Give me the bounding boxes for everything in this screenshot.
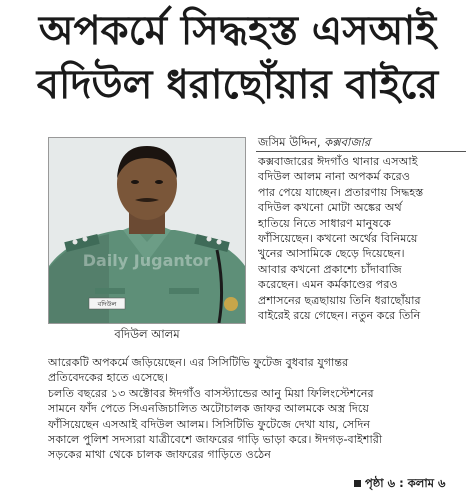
article-line: হাতিয়ে নিতে সাধারণ মানুষকে xyxy=(258,216,391,230)
byline-name: জসিম উদ্দিন, xyxy=(258,135,321,149)
article-line: চলতি বছরের ১৩ অক্টোবর ঈদগাঁও বাসস্ট্যান্ডের আনু মিয়া ফিলিংস্টেশনের xyxy=(48,386,374,400)
article-line: খুনের আসামিকে ছেড়ে দিয়েছেন। xyxy=(258,247,405,261)
article-line: সড়কের মাথা থেকে চালক জাফরের গাড়িতে ওঠেন xyxy=(48,448,271,462)
article-line: ফাঁসিয়েছেন। কখনো অর্থের বিনিময়ে xyxy=(258,232,418,246)
square-bullet-icon xyxy=(354,480,361,487)
article-line: সামনে ফাঁদ পেতে সিএনজিচালিত অটোচালক জাফর আলমকে অস্ত্র দিয়ে xyxy=(48,402,370,416)
photo-watermark: Daily Jugantor xyxy=(82,251,212,270)
article-column xyxy=(258,154,466,323)
byline-rule xyxy=(256,151,466,152)
article-line: কক্সবাজারের ঈদগাঁও থানার এসআই xyxy=(258,155,418,168)
article-line: বাইরেই রয়ে গেছেন। নতুন করে তিনি xyxy=(258,309,421,323)
article-line: প্রশাসনের ছত্রছায়ায় তিনি ধরাছোঁয়ার xyxy=(258,293,421,307)
article-line: আরেকটি অপকর্মে জড়িয়েছেন। এর সিসিটিভি ফুটেজ বুধবার যুগান্তর xyxy=(48,356,349,369)
continuation-note xyxy=(352,475,446,491)
headline-line-2: বদিউল ধরাছোঁয়ার বাইরে xyxy=(36,62,439,108)
headline-line-1: অপকর্মে সিদ্ধহস্ত এসআই xyxy=(38,8,437,54)
byline xyxy=(258,134,370,150)
article-line: প্রতিবেদকের হাতে এসেছে। xyxy=(48,371,168,385)
byline-place: কক্সবাজার xyxy=(324,135,371,149)
article-line: আবার কখনো প্রকাশ্যে চাঁদাবাজি xyxy=(258,262,402,276)
article-full-width xyxy=(48,355,468,463)
portrait-photo xyxy=(48,137,246,324)
photo-name-tag: বদিউল xyxy=(97,300,117,308)
continuation-text: পৃষ্ঠা ৬ : কলাম ৬ xyxy=(365,476,446,490)
photo-caption: বদিউল আলম xyxy=(114,327,180,341)
article-line: ফাঁসিয়েছেন এসআই বদিউল আলম। সিসিটিভি ফুটেজে দেখা যায়, সেদিন xyxy=(48,417,371,431)
article-line: সকালে পুলিশ সদস্যরা যাত্রীবেশে জাফরের গাড়ি ভাড়া করে। ঈদগড়-বাইশারী xyxy=(48,433,383,447)
article-line: বদিউল কখনো মোটা অঙ্কের অর্থ xyxy=(258,201,402,215)
article-line: বদিউল আলম নানা অপকর্ম করেও xyxy=(258,170,411,184)
article-line: পার পেয়ে যাচ্ছেন। প্রতারণায় সিদ্ধহস্ত xyxy=(258,185,424,199)
portrait-illustration xyxy=(49,138,245,323)
article-line: করেছেন। এমন কর্মকাণ্ডের পরও xyxy=(258,278,398,292)
